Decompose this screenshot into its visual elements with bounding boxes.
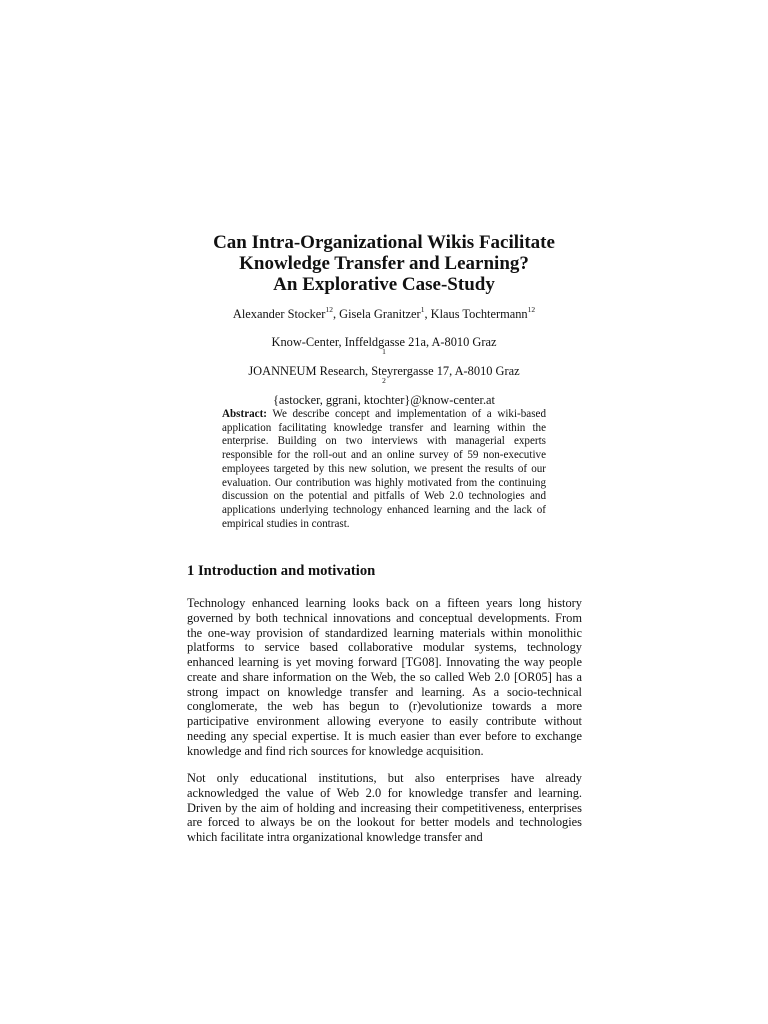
author-list: [150, 304, 618, 321]
paper-title: [150, 232, 618, 295]
affiliation-text: Know-Center, Inffeldgasse 21a, A-8010 Graz: [271, 335, 497, 349]
section-heading: 1 Introduction and motivation: [187, 563, 376, 579]
author-separator: ,: [332, 307, 340, 321]
abstract-text: We describe concept and implementation of a wiki-based application facilitating knowledge transfer and learning within the enterprise. Building on two interviews with managerial experts responsible for the roll-out and an online survey of 59 non-executive employees targeted by this new solution, we present the results of our evaluation. Our contribution was highly motivated from the continuing discussion on the potential and pitfalls of Web 2.0 technologies and applications underlying technology enhanced learning and the lack of empirical studies in contrast.: [222, 408, 546, 530]
author-name: Gisela Granitzer: [339, 307, 421, 321]
author-separator: ,: [424, 307, 431, 321]
author-name: Klaus Tochtermann: [430, 307, 528, 321]
title-line: Can Intra-Organizational Wikis Facilitate: [213, 232, 555, 253]
author-name: Alexander Stocker: [232, 307, 326, 321]
body-paragraph: Technology enhanced learning looks back on a fifteen years long history governed by both technical innovations and conceptual developments. From the one-way provision of standardized learning materials within monolithic platforms to service based collaborative modular systems, technology enhanced learning is yet moving forward [TG08]. Innovating the way people create and share information on the Web, the so called Web 2.0 [OR05] has a strong impact on knowledge transfer and learning. As a socio-technical conglomerate, the web has begun to (r)evolutionize towards a more participative environment allowing everyone to easily contribute without needing any special expertise. It is much easier than ever before to exchange knowledge and find rich sources for knowledge acquisition.: [187, 596, 582, 758]
email-line: {astocker, ggrani, ktochter}@know-center.at: [272, 393, 495, 407]
abstract: [222, 408, 546, 531]
author-affiliation-mark: 1: [420, 304, 425, 314]
affiliations: [150, 335, 618, 408]
affiliation-mark: 2: [382, 376, 386, 386]
author-affiliation-mark: 12: [527, 304, 536, 314]
abstract-label: Abstract:: [222, 408, 267, 420]
affiliation-line: [150, 335, 618, 364]
body-paragraph: Not only educational institutions, but also enterprises have already acknowledged the value of Web 2.0 for knowledge transfer and learning. Driven by the aim of holding and increasing their competitiveness, enterprises are forced to always be on the lookout for better models and technologies which facilitate intra organizational knowledge transfer and: [187, 771, 582, 844]
affiliation-text: JOANNEUM Research, Steyrergasse 17, A-8010 Graz: [248, 364, 520, 378]
author-affiliation-mark: 12: [325, 304, 333, 314]
title-line: Knowledge Transfer and Learning?: [239, 253, 529, 274]
affiliation-line: [150, 364, 618, 393]
affiliation-mark: 1: [382, 347, 386, 357]
title-line: An Explorative Case-Study: [273, 274, 495, 295]
